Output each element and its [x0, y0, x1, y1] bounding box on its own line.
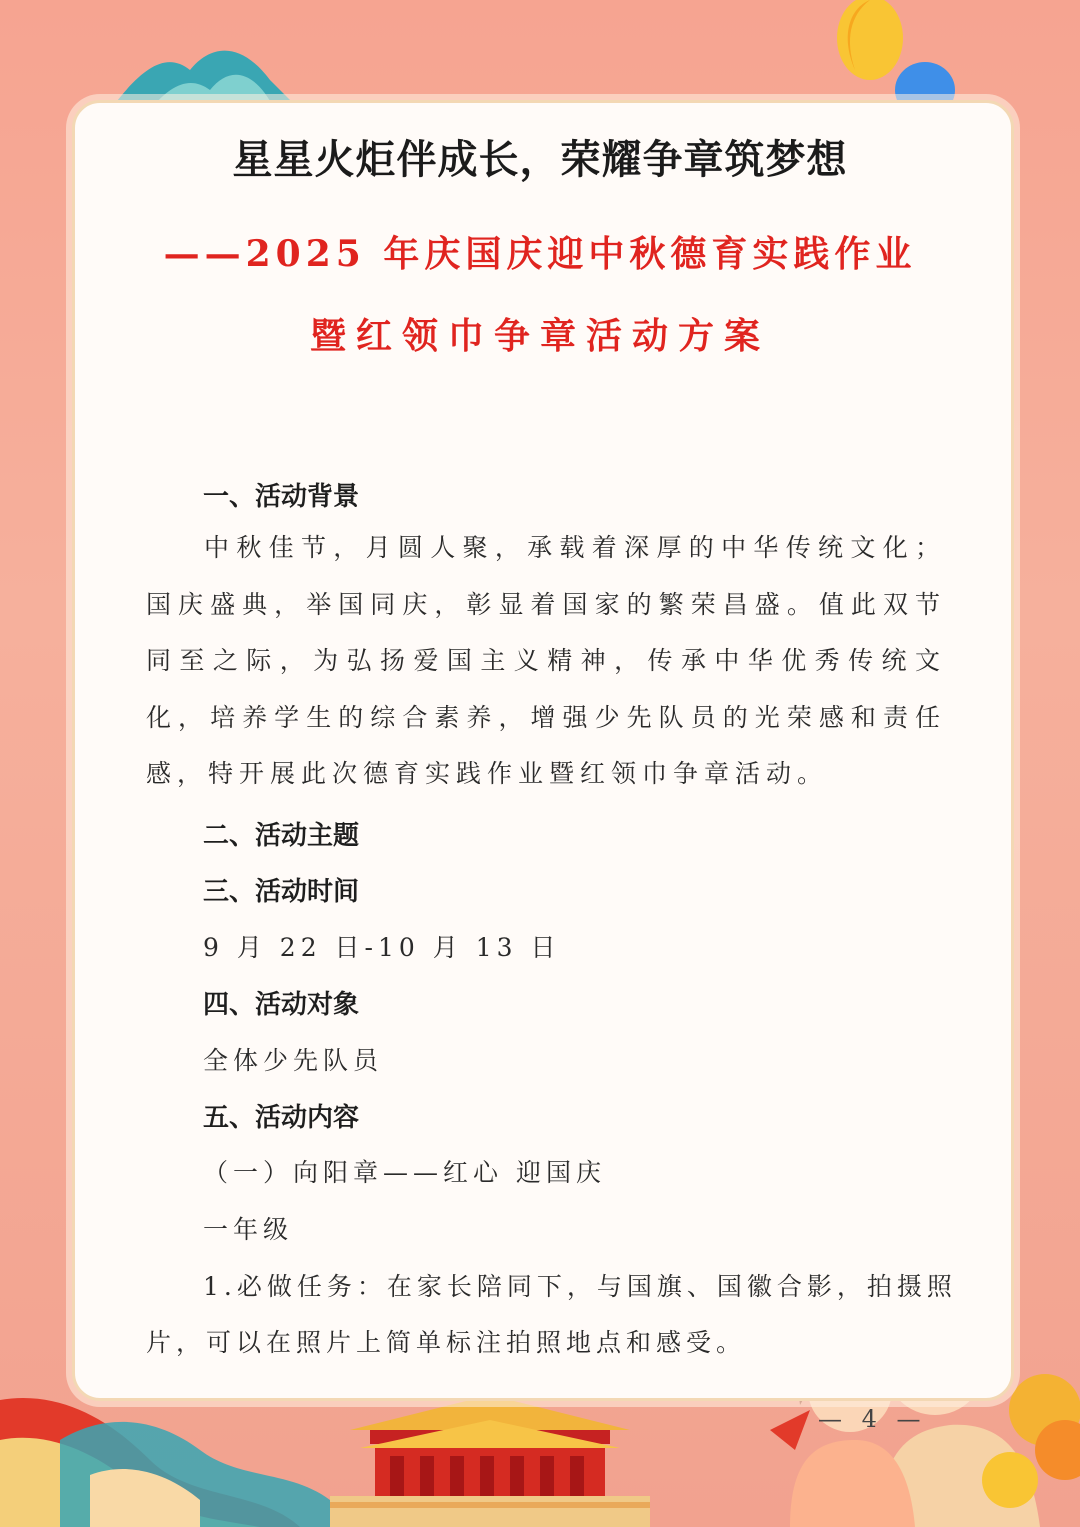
content-sub-item: （一）向阳章——红心 迎国庆 — [203, 1158, 606, 1187]
balloon-icon — [830, 0, 970, 100]
section-heading-theme: 二、活动主题 — [203, 821, 360, 851]
task-line-2: 片，可以在照片上简单标注拍照地点和感受。 — [146, 1328, 747, 1357]
section-heading-background: 一、活动背景 — [203, 482, 360, 512]
task-line-1: 1.必做任务：在家长陪同下，与国旗、国徽合影，拍摄照 — [203, 1272, 957, 1301]
grade-label: 一年级 — [203, 1215, 294, 1244]
document-subtitle-line1: ——2025 年庆国庆迎中秋德育实践作业 — [163, 233, 917, 275]
background-paragraph: 中秋佳节，月圆人聚，承载着深厚的中华传统文化；国庆盛典，举国同庆，彰显着国家的繁荣昌盛。值此双节同至之际，为弘扬爱国主义精神，传承中华优秀传统文化，培养学生的综合素养，增强少先队员的光荣感和责任感，特开展此次德育实践作业暨红领巾争章活动。 — [146, 533, 946, 788]
section-heading-target: 四、活动对象 — [203, 990, 360, 1020]
document-subtitle-line2: 暨红领巾争章活动方案 — [309, 315, 770, 357]
section-heading-content: 五、活动内容 — [203, 1103, 360, 1133]
page-number: — 4 — — [818, 1405, 927, 1433]
activity-time-text: 9 月 22 日-10 月 13 日 — [203, 933, 561, 962]
gate-tower-icon — [330, 1390, 650, 1527]
section-heading-time: 三、活动时间 — [203, 877, 360, 907]
activity-target-text: 全体少先队员 — [203, 1046, 384, 1075]
document-title: 星星火炬伴成长，荣耀争章筑梦想 — [232, 136, 848, 183]
